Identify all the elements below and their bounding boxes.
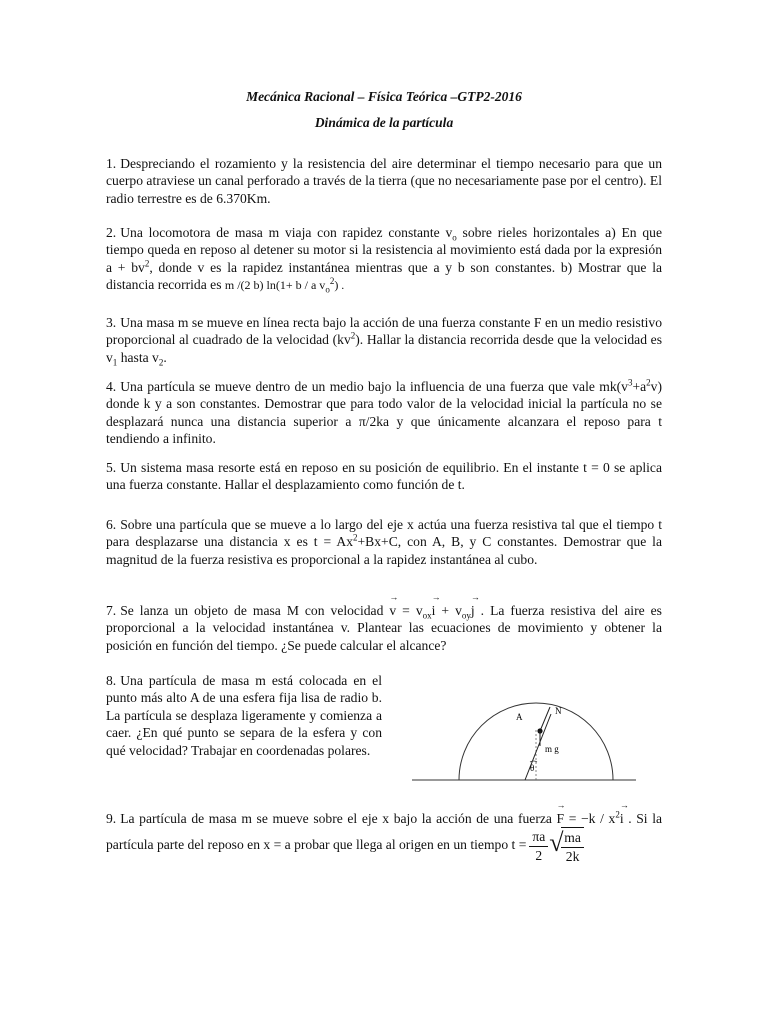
fraction-denominator: 2 <box>535 847 543 863</box>
superscript: 2 <box>350 330 356 341</box>
problem-text: Despreciando el rozamiento y la resistencia del aire determinar el tiempo necesario para que un cuerpo atraviese un canal perforado a través de la tierra (que no necesariamente pase por el centro). El radio terrestre es de 6.370Km. <box>106 156 662 206</box>
label-theta: θ <box>530 763 535 773</box>
distance-formula <box>224 276 345 295</box>
fraction <box>529 828 548 864</box>
problem-number: 2. <box>106 225 117 240</box>
formula-text: + v <box>435 603 462 618</box>
problem-text: +a <box>632 379 647 394</box>
problem-number: 6. <box>106 517 117 532</box>
fraction-denominator: 2k <box>565 848 580 864</box>
problem-number: 9. <box>106 811 117 826</box>
formula-text: = v <box>396 603 423 618</box>
problem-text: v) donde k y a son constantes. Demostrar que para todo valor de la velocidad inicial la partícula no se desplazará nunca una distancia superior a π/2ka y que únicamente alcanzara el reposo para t tendiendo a infinito. <box>106 379 662 447</box>
fraction-numerator: πa <box>529 828 548 846</box>
subscript: 1 <box>112 357 118 368</box>
problem-text: La partícula de masa m se mueve sobre el eje x bajo la acción de una fuerza <box>120 811 557 826</box>
problem-text: . La fuerza resistiva del aire es proporcional a la velocidad instantánea v. Plantear las ecuaciones de movimiento y obtener la posición en función del tiempo. ¿Se puede calcular el alcance? <box>106 603 662 653</box>
square-root <box>551 827 584 865</box>
formula-text: t = <box>511 837 527 853</box>
problem-text: ). Hallar la distancia recorrida desde que la velocidad es v <box>106 332 662 365</box>
problem-number: 7. <box>106 603 117 618</box>
label-a: A <box>516 712 523 722</box>
problem-text: Una partícula de masa m está colocada en el punto más alto A de una esfera fija lisa de radio b. La partícula se desplaza ligeramente y comienza a caer. ¿En qué punto se separa de la esfera y con qué velocidad? Trabajar en coordenadas polares. <box>106 673 382 758</box>
superscript: 2 <box>329 276 335 287</box>
label-mg: m g <box>545 744 559 754</box>
problem-text: Sobre una partícula que se mueve a lo largo del eje x actúa una fuerza resistiva tal que el tiempo t para desplazarse una distancia x es t = Ax <box>106 517 662 550</box>
subscript: ox <box>422 610 432 621</box>
problem-5 <box>106 459 662 494</box>
sphere-diagram <box>412 700 638 786</box>
force-vector: → F <box>557 810 565 827</box>
problem-number: 3. <box>106 315 117 330</box>
subscript: 2 <box>158 357 164 368</box>
theta-arc <box>530 761 537 762</box>
sphere-arc <box>459 703 613 780</box>
fraction-numerator: √ ma <box>561 829 584 847</box>
formula-text: = −k / x <box>564 811 616 826</box>
problem-number: 5. <box>106 460 117 475</box>
superscript: 2 <box>144 258 150 269</box>
document-subtitle: Dinámica de la partícula <box>314 115 454 130</box>
superscript: 2 <box>646 377 651 388</box>
unit-vector-i: → i <box>432 602 436 619</box>
problem-2 <box>106 224 662 295</box>
problem-7 <box>106 602 662 654</box>
unit-vector-j: → j <box>471 602 475 619</box>
problem-text: . <box>163 349 167 365</box>
problem-text: sobre rieles horizontales a) En que tiempo queda en reposo al detener su motor si la resistencia al movimiento está dada por la expresión a + bv <box>106 225 663 275</box>
problem-number: 8. <box>106 673 117 688</box>
subscript: o <box>452 232 457 243</box>
superscript: 3 <box>627 377 633 388</box>
label-n: N <box>555 706 562 716</box>
velocity-vector: → v <box>389 602 396 619</box>
problem-text: Una partícula se mueve dentro de un medio bajo la influencia de una fuerza que vale mk(v <box>120 379 628 394</box>
problem-6 <box>106 516 662 568</box>
problem-text: Una masa m se mueve en línea recta bajo la acción de una fuerza constante F en un medio resistivo proporcional al cuadrado de la velocidad (kv <box>106 315 662 348</box>
problem-9 <box>106 810 662 865</box>
problem-1 <box>106 155 662 207</box>
problem-3 <box>106 314 662 366</box>
superscript: 2 <box>353 532 358 543</box>
document-title: Mecánica Racional – Física Teórica –GTP2-2016 <box>246 89 522 104</box>
problem-text: hasta v <box>117 349 159 365</box>
problem-text: Se lanza un objeto de masa M con velocidad <box>120 603 390 618</box>
problem-text: Una locomotora de masa m viaja con rapidez constante v <box>120 225 453 240</box>
problem-text: . Si la partícula parte del reposo en x = a probar que llega al origen en un tiempo <box>106 811 663 853</box>
problem-text: Un sistema masa resorte está en reposo en su posición de equilibrio. En el instante t = 0 se aplica una fuerza constante. Hallar el desplazamiento como función de t. <box>106 460 662 493</box>
formula-text: ) . <box>334 278 345 293</box>
problem-text: , donde v es la rapidez instantánea mientras que a y b son constantes. b) Mostrar que la distancia recorrida es <box>106 259 662 293</box>
problem-4 <box>106 378 662 448</box>
unit-vector-i: → i <box>620 810 624 827</box>
root-fraction <box>561 827 584 865</box>
problem-8 <box>106 672 382 759</box>
problem-text: +Bx+C, con A, B, y C constantes. Demostrar que la magnitud de la fuerza resistiva es proporcional a la rapidez instantánea al cubo. <box>106 534 662 567</box>
problem-number: 4. <box>106 379 117 394</box>
subscript: o <box>325 284 330 295</box>
subscript: oy <box>461 610 471 621</box>
superscript: 2 <box>615 809 620 820</box>
formula-text: m /(2 b) ln(1+ b / a v <box>224 278 326 293</box>
problem-number: 1. <box>106 156 117 171</box>
